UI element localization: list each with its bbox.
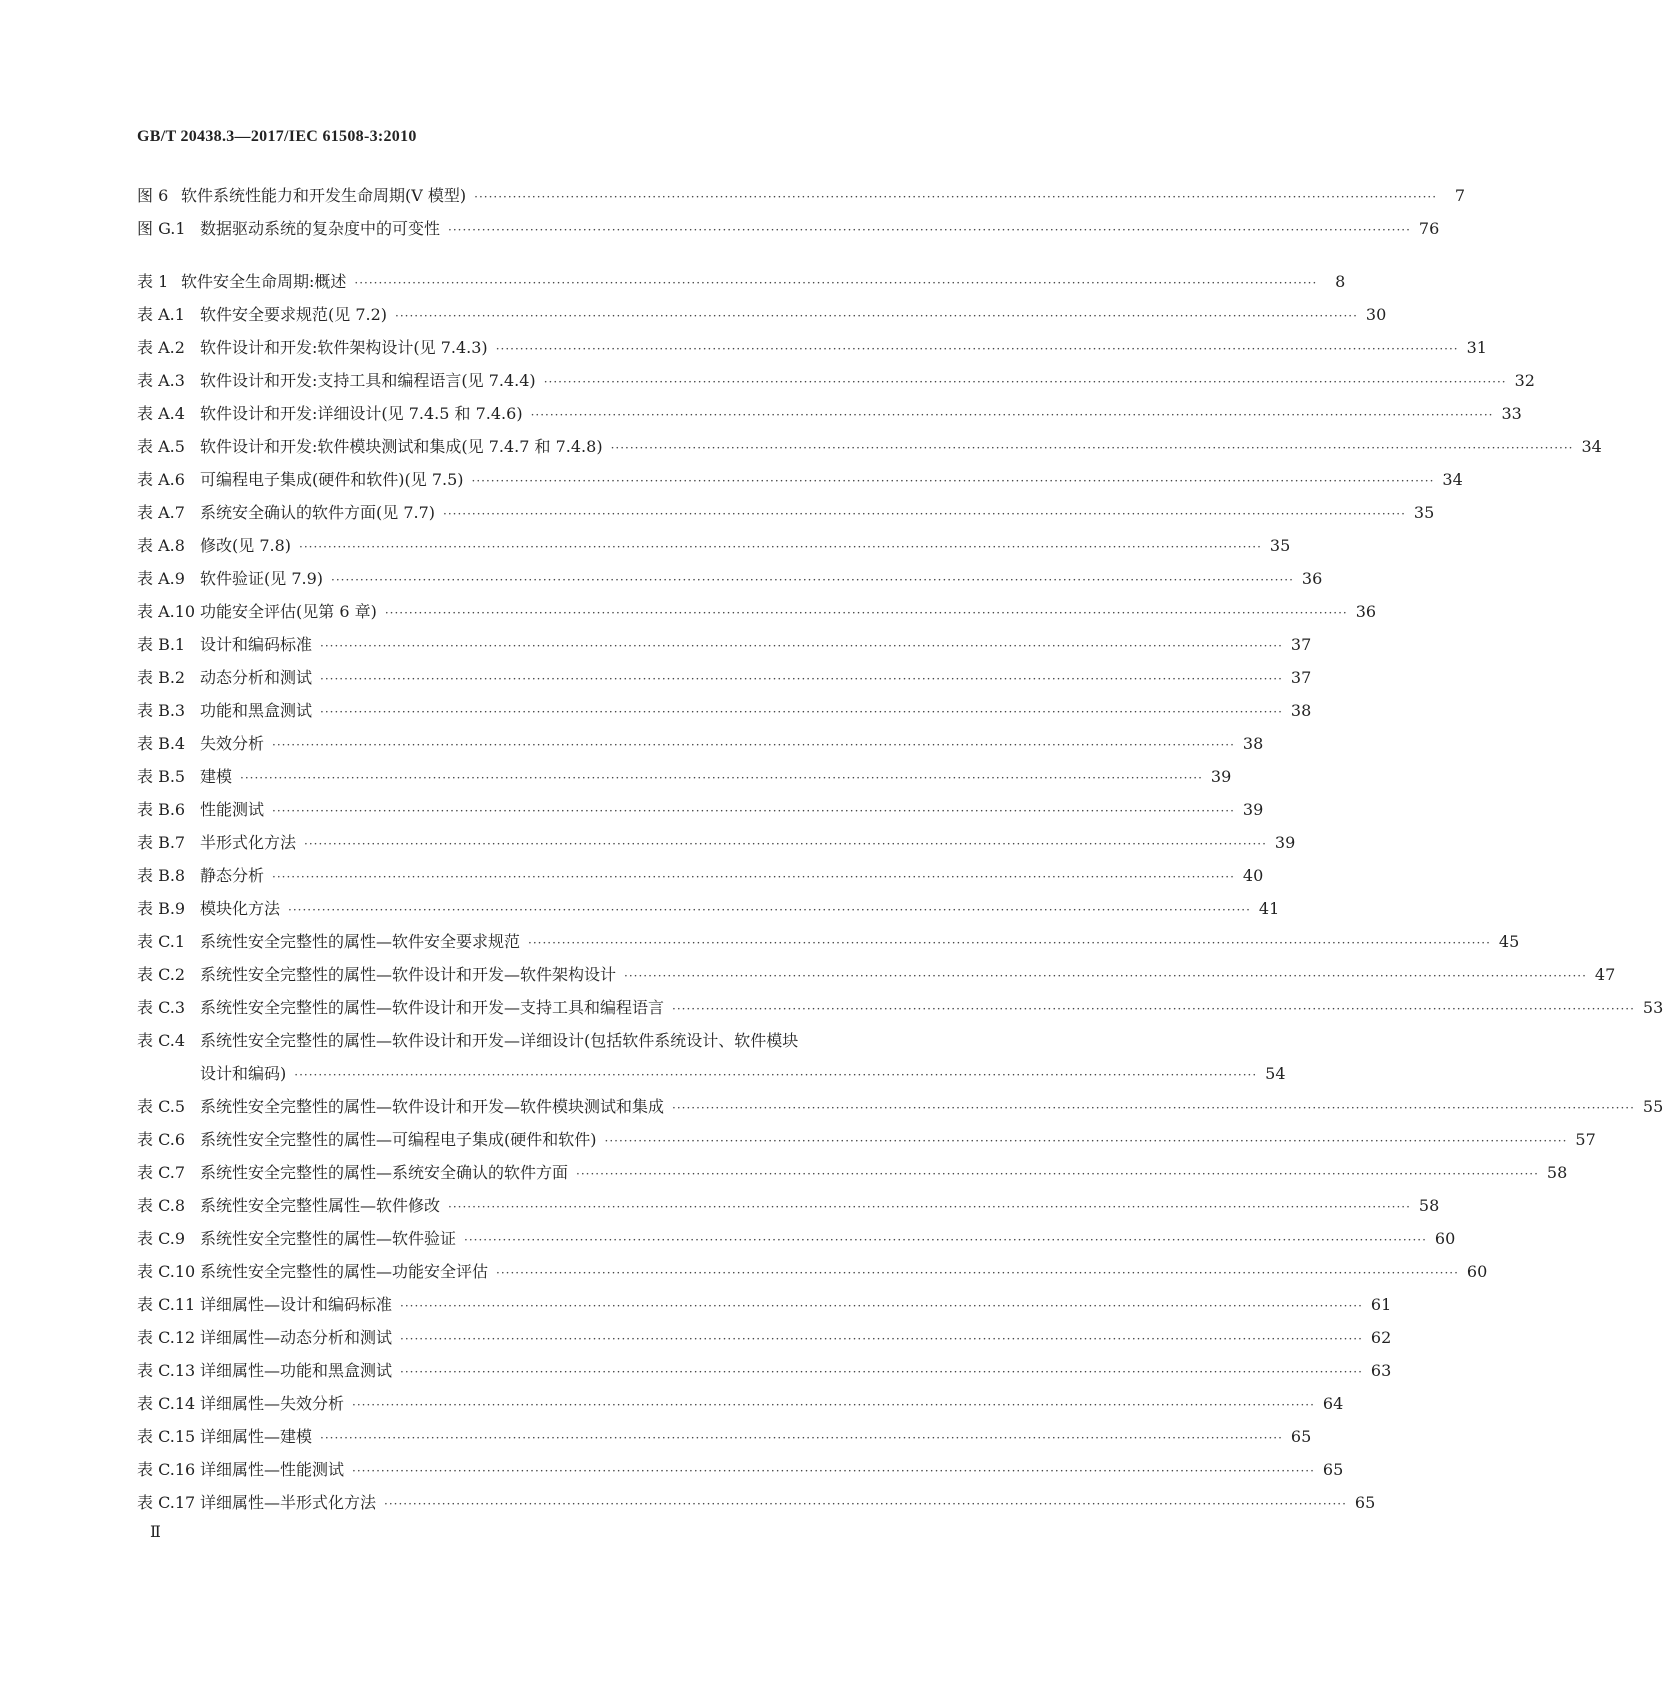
toc-entry[interactable] (137, 1288, 1392, 1321)
toc-entry-title: 软件设计和开发:详细设计(见 7.4.5 和 7.4.6) (200, 404, 523, 423)
toc-entry-page: 38 (1242, 734, 1264, 753)
toc-entry-title: 详细属性—设计和编码标准 (200, 1295, 393, 1314)
toc-entry-code: 图 6 (137, 186, 169, 205)
toc-leader-dots: ········································································································································································································ (448, 223, 1411, 237)
toc-leader-dots: ········································································································································································································ (672, 1002, 1635, 1016)
toc-entry-page: 64 (1322, 1394, 1344, 1413)
toc-entry-title: 软件安全生命周期:概述 (181, 272, 347, 291)
toc-entry-page: 31 (1466, 338, 1487, 357)
toc-leader-dots: ········································································································································································································ (400, 1299, 1363, 1313)
toc-entry[interactable] (137, 1420, 1312, 1453)
toc-entry-code: 表 C.16 (137, 1460, 196, 1479)
toc-entry-code: 表 C.3 (137, 998, 186, 1017)
toc-entry[interactable] (137, 892, 1280, 925)
toc-entry-code: 表 C.9 (137, 1229, 186, 1248)
toc-entry[interactable] (137, 496, 1435, 529)
toc-leader-dots: ········································································································································································································ (320, 1431, 1283, 1445)
toc-entry-title: 详细属性—建模 (200, 1427, 313, 1446)
table-of-contents (137, 179, 1663, 1519)
toc-entry-code: 图 G.1 (137, 219, 186, 238)
toc-entry-code: 表 B.2 (137, 668, 186, 687)
toc-entry[interactable] (137, 661, 1312, 694)
toc-entry-title: 模块化方法 (200, 899, 281, 918)
toc-entry-code: 表 A.9 (137, 569, 185, 588)
toc-leader-dots: ········································································································································································································ (384, 606, 1348, 620)
toc-entry-page: 47 (1594, 965, 1616, 984)
toc-leader-dots: ········································································································································································································ (304, 837, 1267, 851)
toc-entry-code: 表 B.7 (137, 833, 186, 852)
toc-entry-title: 性能测试 (200, 800, 265, 819)
toc-entry-code: 表 C.6 (137, 1130, 186, 1149)
toc-entry-title: 可编程电子集成(硬件和软件)(见 7.5) (200, 470, 464, 489)
toc-entry[interactable] (137, 958, 1616, 991)
toc-entry-title: 系统性安全完整性的属性—软件设计和开发—软件模块测试和集成 (200, 1097, 665, 1116)
toc-entry[interactable] (137, 463, 1463, 496)
toc-entry[interactable] (137, 727, 1264, 760)
toc-entry-page: 65 (1290, 1427, 1312, 1446)
toc-entry-code: 表 1 (137, 272, 169, 291)
toc-entry-page: 40 (1242, 866, 1264, 885)
toc-entry-code: 表 B.1 (137, 635, 186, 654)
toc-entry-title: 系统性安全完整性的属性—软件设计和开发—支持工具和编程语言 (200, 998, 665, 1017)
toc-entry[interactable] (137, 1387, 1344, 1420)
toc-entry-title: 软件系统性能力和开发生命周期(V 模型) (181, 186, 467, 205)
toc-leader-dots: ········································································································································································································ (443, 507, 1406, 521)
toc-entry-code: 表 A.8 (137, 536, 185, 555)
toc-entry[interactable] (137, 179, 1466, 212)
toc-entry-title: 功能和黑盒测试 (200, 701, 313, 720)
section-gap (137, 245, 1063, 265)
toc-entry[interactable] (137, 694, 1312, 727)
page-header: GB/T 20438.3—2017/IEC 61508-3:2010 (137, 128, 417, 145)
toc-entry-title: 详细属性—失效分析 (200, 1394, 345, 1413)
toc-entry-code: 表 C.8 (137, 1196, 186, 1215)
toc-entry-page: 34 (1442, 470, 1463, 489)
toc-entry-page: 38 (1290, 701, 1312, 720)
toc-entry[interactable] (137, 793, 1264, 826)
toc-leader-dots: ········································································································································································································ (495, 342, 1459, 356)
toc-leader-dots: ········································································································································································································ (352, 1464, 1315, 1478)
toc-entry-title: 修改(见 7.8) (200, 536, 292, 555)
toc-leader-dots: ········································································································································································································ (354, 276, 1318, 290)
toc-entry-code: 表 C.5 (137, 1097, 186, 1116)
toc-entry-code: 表 A.7 (137, 503, 185, 522)
toc-entry[interactable] (137, 1057, 1286, 1090)
toc-entry[interactable] (137, 1024, 1063, 1057)
toc-entry[interactable] (137, 826, 1296, 859)
toc-entry-page: 7 (1454, 186, 1466, 205)
toc-entry-page: 58 (1418, 1196, 1440, 1215)
toc-entry[interactable] (137, 331, 1487, 364)
toc-entry-page: 65 (1354, 1493, 1376, 1512)
toc-entry-title: 设计和编码标准 (200, 635, 313, 654)
toc-entry-title: 详细属性—功能和黑盒测试 (200, 1361, 393, 1380)
toc-entry-title: 系统性安全完整性的属性—系统安全确认的软件方面 (200, 1163, 569, 1182)
toc-entry-title: 软件设计和开发:支持工具和编程语言(见 7.4.4) (200, 371, 536, 390)
toc-entry-page: 36 (1355, 602, 1377, 621)
toc-entry-page: 35 (1413, 503, 1435, 522)
toc-leader-dots: ········································································································································································································ (294, 1068, 1258, 1082)
toc-entry-page: 39 (1274, 833, 1296, 852)
toc-entry[interactable] (137, 1222, 1456, 1255)
toc-entry-page: 39 (1210, 767, 1232, 786)
toc-entry-page: 62 (1370, 1328, 1392, 1347)
toc-entry-page: 63 (1370, 1361, 1392, 1380)
toc-leader-dots: ········································································································································································································ (331, 573, 1294, 587)
toc-leader-dots: ········································································································································································································ (528, 936, 1491, 950)
toc-leader-dots: ········································································································································································································ (299, 540, 1262, 554)
toc-entry[interactable] (137, 859, 1264, 892)
toc-entry-page: 55 (1642, 1097, 1663, 1116)
toc-entry-code: 表 A.6 (137, 470, 185, 489)
toc-entry-title: 系统性安全完整性的属性—功能安全评估 (200, 1262, 489, 1281)
toc-entry-page: 34 (1581, 437, 1602, 456)
toc-entry-page: 30 (1365, 305, 1387, 324)
toc-entry-page: 60 (1466, 1262, 1488, 1281)
toc-entry-title: 软件设计和开发:软件模块测试和集成(见 7.4.7 和 7.4.8) (200, 437, 603, 456)
toc-leader-dots: ········································································································································································································ (320, 639, 1283, 653)
toc-entry-title: 系统性安全完整性的属性—软件验证 (200, 1229, 457, 1248)
toc-entry-code: 表 A.10 (137, 602, 196, 621)
toc-entry[interactable] (137, 1255, 1488, 1288)
toc-entry[interactable] (137, 364, 1535, 397)
toc-entry[interactable] (137, 1189, 1440, 1222)
toc-entry-page: 61 (1370, 1295, 1392, 1314)
toc-leader-dots: ········································································································································································································ (464, 1233, 1427, 1247)
toc-leader-dots: ········································································································································································································ (471, 474, 1435, 488)
toc-entry-code: 表 C.4 (137, 1031, 186, 1050)
toc-entry[interactable] (137, 397, 1522, 430)
toc-entry-code: 表 C.15 (137, 1427, 196, 1446)
toc-leader-dots: ········································································································································································································ (576, 1167, 1539, 1181)
toc-entry[interactable] (137, 562, 1323, 595)
toc-entry-title: 系统安全确认的软件方面(见 7.7) (200, 503, 436, 522)
toc-entry-page: 37 (1290, 668, 1312, 687)
toc-entry-code: 表 A.3 (137, 371, 185, 390)
toc-entry[interactable] (137, 1123, 1596, 1156)
toc-entry-code: 表 C.10 (137, 1262, 196, 1281)
toc-leader-dots: ········································································································································································································ (320, 705, 1283, 719)
toc-entry[interactable] (137, 298, 1387, 331)
toc-leader-dots: ········································································································································································································ (400, 1332, 1363, 1346)
toc-entry-title: 半形式化方法 (200, 833, 297, 852)
toc-entry[interactable] (137, 1156, 1568, 1189)
toc-leader-dots: ········································································································································································································ (496, 1266, 1459, 1280)
toc-leader-dots: ········································································································································································································ (384, 1497, 1347, 1511)
toc-leader-dots: ········································································································································································································ (543, 375, 1507, 389)
toc-leader-dots: ········································································································································································································ (395, 309, 1358, 323)
toc-entry-code: 表 C.14 (137, 1394, 196, 1413)
toc-entry-page: 8 (1335, 272, 1346, 291)
toc-entry-page: 76 (1418, 219, 1440, 238)
toc-entry-page: 60 (1434, 1229, 1456, 1248)
toc-entry-page: 36 (1301, 569, 1323, 588)
page-number: Ⅱ (150, 1524, 161, 1541)
toc-entry-page: 45 (1498, 932, 1520, 951)
toc-entry[interactable] (137, 991, 1663, 1024)
toc-leader-dots: ········································································································································································································ (610, 441, 1574, 455)
toc-entry-code: 表 B.3 (137, 701, 186, 720)
toc-entry-title: 数据驱动系统的复杂度中的可变性 (200, 219, 441, 238)
toc-entry-title: 失效分析 (200, 734, 265, 753)
toc-leader-dots: ········································································································································································································ (272, 738, 1235, 752)
toc-entry-page: 41 (1258, 899, 1280, 918)
toc-entry[interactable] (137, 760, 1232, 793)
toc-entry-title: 详细属性—性能测试 (200, 1460, 345, 1479)
toc-entry-title: 详细属性—动态分析和测试 (200, 1328, 393, 1347)
toc-leader-dots: ········································································································································································································ (400, 1365, 1363, 1379)
toc-entry-title: 软件安全要求规范(见 7.2) (200, 305, 388, 324)
toc-entry-code: 表 B.6 (137, 800, 186, 819)
toc-entry-page: 58 (1546, 1163, 1568, 1182)
toc-entry[interactable] (137, 430, 1602, 463)
toc-entry-code: 表 C.11 (137, 1295, 196, 1314)
toc-entry-title: 系统性安全完整性的属性—可编程电子集成(硬件和软件) (200, 1130, 597, 1149)
toc-entry-title: 动态分析和测试 (200, 668, 313, 687)
toc-entry[interactable] (137, 595, 1377, 628)
toc-entry-page: 65 (1322, 1460, 1344, 1479)
toc-entry-title: 软件设计和开发:软件架构设计(见 7.4.3) (200, 338, 488, 357)
toc-entry-title: 系统性安全完整性的属性—软件安全要求规范 (200, 932, 521, 951)
toc-entry-title: 功能安全评估(见第 6 章) (200, 602, 377, 621)
toc-entry-code: 表 A.1 (137, 305, 185, 324)
toc-entry-page: 57 (1575, 1130, 1596, 1149)
toc-entry-page: 53 (1642, 998, 1663, 1017)
toc-entry-code: 表 A.4 (137, 404, 185, 423)
toc-entry[interactable] (137, 265, 1346, 298)
toc-entry-title: 系统性安全完整性的属性—软件设计和开发—详细设计(包括软件系统设计、软件模块 (200, 1031, 799, 1050)
toc-entry-code: 表 B.8 (137, 866, 186, 885)
toc-entry-code: 表 A.5 (137, 437, 185, 456)
toc-entry[interactable] (137, 212, 1440, 245)
toc-leader-dots: ········································································································································································································ (448, 1200, 1411, 1214)
toc-entry[interactable] (137, 628, 1312, 661)
toc-entry-code: 表 C.13 (137, 1361, 196, 1380)
toc-leader-dots: ········································································································································································································ (604, 1134, 1568, 1148)
toc-entry[interactable] (137, 1090, 1663, 1123)
toc-leader-dots: ········································································································································································································ (272, 870, 1235, 884)
toc-entry-code: 表 B.9 (137, 899, 186, 918)
toc-entry[interactable] (137, 1354, 1392, 1387)
toc-entry-code: 表 C.12 (137, 1328, 196, 1347)
toc-entry[interactable] (137, 925, 1520, 958)
toc-leader-dots: ········································································································································································································ (288, 903, 1251, 917)
toc-entry[interactable] (137, 1486, 1376, 1519)
toc-entry-title: 建模 (200, 767, 233, 786)
toc-leader-dots: ········································································································································································································ (272, 804, 1235, 818)
toc-entry-title: 系统性安全完整性的属性—软件设计和开发—软件架构设计 (200, 965, 617, 984)
toc-entry-title: 详细属性—半形式化方法 (200, 1493, 377, 1512)
toc-entry-title: 软件验证(见 7.9) (200, 569, 324, 588)
toc-entry[interactable] (137, 1453, 1344, 1486)
toc-entry-page: 35 (1269, 536, 1291, 555)
toc-leader-dots: ········································································································································································································ (624, 969, 1587, 983)
toc-leader-dots: ········································································································································································································ (530, 408, 1494, 422)
toc-entry-title: 设计和编码) (200, 1064, 287, 1083)
toc-entry[interactable] (137, 529, 1291, 562)
toc-entry-code: 表 B.4 (137, 734, 186, 753)
toc-entry-code: 表 C.17 (137, 1493, 196, 1512)
toc-entry-code: 表 C.7 (137, 1163, 186, 1182)
toc-entry-code: 表 C.2 (137, 965, 186, 984)
toc-leader-dots: ········································································································································································································ (240, 771, 1203, 785)
toc-entry-page: 32 (1514, 371, 1535, 390)
toc-entry-title: 静态分析 (200, 866, 265, 885)
toc-entry-page: 33 (1501, 404, 1522, 423)
toc-entry-code: 表 B.5 (137, 767, 186, 786)
toc-entry-page: 39 (1242, 800, 1264, 819)
toc-leader-dots: ········································································································································································································ (320, 672, 1283, 686)
toc-entry-page: 54 (1265, 1064, 1286, 1083)
toc-leader-dots: ········································································································································································································ (672, 1101, 1635, 1115)
toc-leader-dots: ········································································································································································································ (474, 190, 1438, 204)
toc-entry-code: 表 A.2 (137, 338, 185, 357)
toc-entry-title: 系统性安全完整性属性—软件修改 (200, 1196, 441, 1215)
toc-leader-dots: ········································································································································································································ (352, 1398, 1315, 1412)
toc-entry[interactable] (137, 1321, 1392, 1354)
toc-entry-code: 表 C.1 (137, 932, 186, 951)
toc-entry-page: 37 (1290, 635, 1312, 654)
